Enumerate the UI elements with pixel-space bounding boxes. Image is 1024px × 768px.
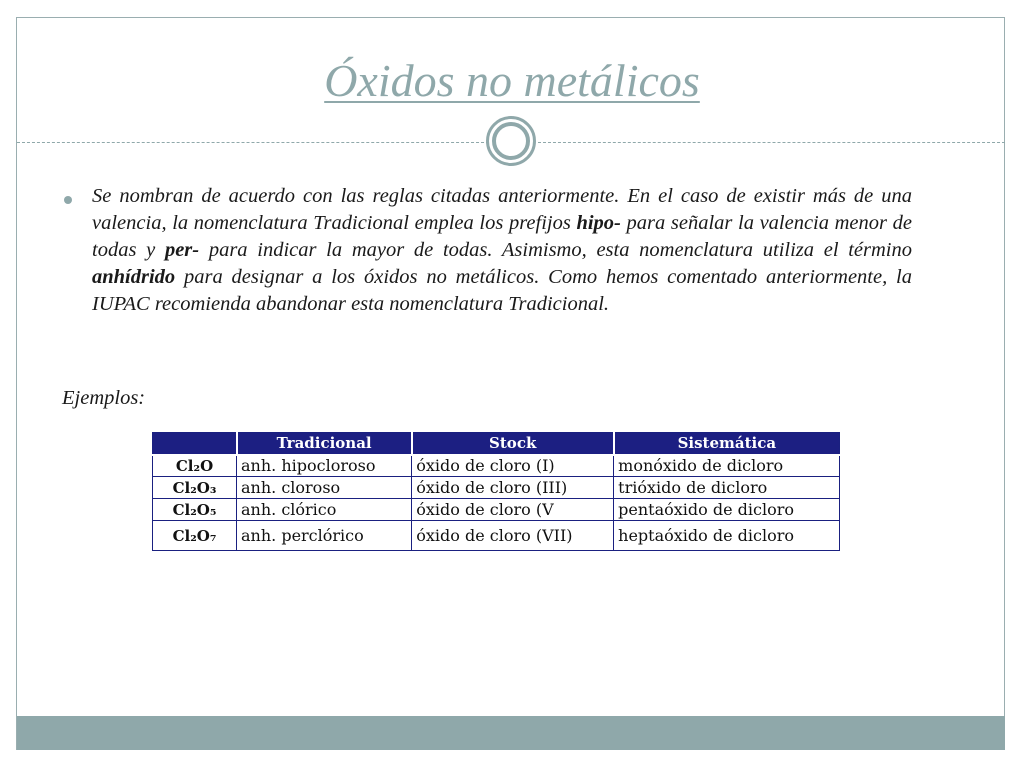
stock-cell: óxido de cloro (III)	[412, 477, 614, 499]
nomenclature-table	[152, 432, 840, 551]
paragraph-segment: para indicar la mayor de todas. Asimismo, esta nomenclatura utiliza el término	[199, 239, 912, 261]
sistematica-cell: heptaóxido de dicloro	[614, 521, 840, 551]
bullet-dot-icon	[64, 196, 72, 204]
stock-cell: óxido de cloro (VII)	[412, 521, 614, 551]
body-paragraph	[92, 183, 912, 318]
footer-bar	[17, 716, 1005, 750]
paragraph-emphasis-per: per-	[164, 239, 200, 261]
tradicional-cell: anh. cloroso	[237, 477, 412, 499]
formula-cell: Cl₂O₃	[153, 477, 237, 499]
sistematica-cell: trióxido de dicloro	[614, 477, 840, 499]
paragraph-segment: Se nombran de acuerdo con las reglas citadas anteriormente. En el caso de existir más de una valencia, la nomenclatura Tradicional emplea los prefijos	[92, 185, 912, 234]
stock-cell: óxido de cloro (V	[412, 499, 614, 521]
paragraph-emphasis-hipo: hipo-	[576, 212, 621, 234]
header-stock: Stock	[412, 433, 614, 455]
examples-label: Ejemplos:	[62, 387, 146, 409]
stock-cell: óxido de cloro (I)	[412, 455, 614, 477]
table-row	[153, 455, 840, 477]
sistematica-cell: monóxido de dicloro	[614, 455, 840, 477]
formula-cell: Cl₂O	[153, 455, 237, 477]
paragraph-segment: para señalar la valencia menor de todas y	[92, 212, 912, 261]
paragraph-segment: para designar a los óxidos no metálicos. Como hemos comentado anteriormente, la IUPAC recomienda abandonar esta nomenclatura Tradicional.	[92, 266, 912, 315]
header-tradicional: Tradicional	[237, 433, 412, 455]
header-sistematica: Sistemática	[614, 433, 840, 455]
tradicional-cell: anh. clórico	[237, 499, 412, 521]
paragraph-emphasis-anhidrido: anhídrido	[92, 266, 176, 288]
sistematica-cell: pentaóxido de dicloro	[614, 499, 840, 521]
tradicional-cell: anh. hipocloroso	[237, 455, 412, 477]
table-header-row	[153, 433, 840, 455]
formula-cell: Cl₂O₇	[153, 521, 237, 551]
formula-cell: Cl₂O₅	[153, 499, 237, 521]
table-row	[153, 477, 840, 499]
table-row	[153, 521, 840, 551]
ring-ornament-icon	[486, 116, 536, 166]
header-formula	[153, 433, 237, 455]
table-row	[153, 499, 840, 521]
title-divider-left	[17, 142, 489, 143]
tradicional-cell: anh. perclórico	[237, 521, 412, 551]
slide-title: Óxidos no metálicos	[324, 55, 700, 106]
title-divider-right	[538, 142, 1005, 143]
